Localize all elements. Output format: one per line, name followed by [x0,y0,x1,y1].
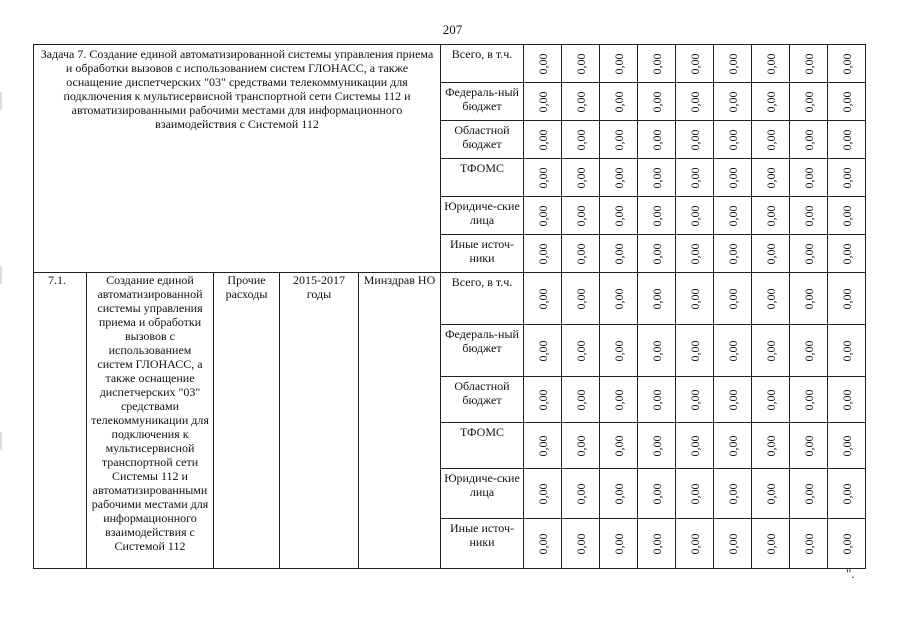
item-row [34,273,866,325]
value-cell [562,121,600,159]
value-text: 0,00 [839,533,854,554]
value-text: 0,00 [801,205,816,226]
value-text: 0,00 [763,91,778,112]
value-text: 0,00 [801,340,816,361]
value-cell [676,45,714,83]
task-title: Задача 7. Создание единой автоматизированной системы управления приема и обработки вызовов с использованием систем ГЛОНАСС, а также оснащение диспетчерских "03" средствами телекоммуникации для подключения к мультисервисной транспортной сети Системы 112 и автоматизированными рабочими местами для информационного взаимодействия с Системой 112 [34,45,441,273]
value-text: 0,00 [611,389,626,410]
value-cell [790,83,828,121]
funding-source: Федераль-ный бюджет [441,325,524,377]
value-text: 0,00 [535,91,550,112]
funding-source: Иные источ-ники [441,235,524,273]
value-cell [562,469,600,519]
value-cell [828,235,866,273]
value-text: 0,00 [611,340,626,361]
value-cell [752,197,790,235]
value-cell [600,197,638,235]
value-cell [828,45,866,83]
value-text: 0,00 [725,533,740,554]
value-text: 0,00 [725,483,740,504]
value-cell [714,197,752,235]
funding-source: Областной бюджет [441,121,524,159]
value-cell [562,273,600,325]
value-cell [638,469,676,519]
value-cell [752,45,790,83]
value-cell [524,45,562,83]
value-cell [638,377,676,423]
value-cell [600,273,638,325]
value-text: 0,00 [535,167,550,188]
value-cell [638,235,676,273]
value-cell [714,469,752,519]
value-text: 0,00 [649,243,664,264]
value-text: 0,00 [801,483,816,504]
value-cell [600,159,638,197]
value-cell [600,121,638,159]
value-cell [752,325,790,377]
value-text: 0,00 [573,129,588,150]
funding-source: Федераль-ный бюджет [441,83,524,121]
value-text: 0,00 [649,288,664,309]
value-text: 0,00 [649,129,664,150]
value-text: 0,00 [725,91,740,112]
value-text: 0,00 [687,435,702,456]
value-text: 0,00 [687,53,702,74]
value-text: 0,00 [573,533,588,554]
value-text: 0,00 [725,288,740,309]
value-text: 0,00 [687,205,702,226]
value-text: 0,00 [687,533,702,554]
value-text: 0,00 [535,483,550,504]
value-cell [676,159,714,197]
value-text: 0,00 [763,340,778,361]
value-cell [638,519,676,569]
value-text: 0,00 [573,288,588,309]
value-cell [600,377,638,423]
value-cell [714,159,752,197]
value-text: 0,00 [839,129,854,150]
value-text: 0,00 [535,288,550,309]
value-cell [600,83,638,121]
value-text: 0,00 [687,243,702,264]
value-text: 0,00 [801,91,816,112]
value-cell [638,423,676,469]
value-text: 0,00 [649,91,664,112]
value-text: 0,00 [839,389,854,410]
value-cell [638,197,676,235]
value-cell [828,197,866,235]
value-text: 0,00 [649,533,664,554]
value-text: 0,00 [839,340,854,361]
value-cell [638,83,676,121]
value-cell [752,469,790,519]
value-cell [828,325,866,377]
value-text: 0,00 [611,205,626,226]
value-text: 0,00 [725,243,740,264]
value-text: 0,00 [687,288,702,309]
value-cell [638,159,676,197]
value-text: 0,00 [801,389,816,410]
value-text: 0,00 [801,243,816,264]
value-text: 0,00 [725,389,740,410]
value-text: 0,00 [611,129,626,150]
value-cell [562,325,600,377]
value-cell [714,325,752,377]
scan-mark [0,432,2,450]
value-text: 0,00 [649,389,664,410]
value-cell [562,45,600,83]
value-text: 0,00 [687,129,702,150]
value-cell [676,377,714,423]
value-text: 0,00 [725,53,740,74]
value-text: 0,00 [573,389,588,410]
period: 2015-2017 годы [280,273,359,569]
funding-source: Иные источ-ники [441,519,524,569]
value-cell [752,159,790,197]
value-cell [676,519,714,569]
value-cell [828,377,866,423]
value-text: 0,00 [839,288,854,309]
value-cell [714,45,752,83]
value-cell [828,423,866,469]
value-cell [524,197,562,235]
value-cell [524,377,562,423]
value-text: 0,00 [687,483,702,504]
funding-source: Областной бюджет [441,377,524,423]
value-cell [600,325,638,377]
value-cell [790,377,828,423]
value-text: 0,00 [763,167,778,188]
value-cell [524,121,562,159]
value-text: 0,00 [763,243,778,264]
value-text: 0,00 [535,435,550,456]
value-text: 0,00 [611,91,626,112]
value-text: 0,00 [839,205,854,226]
value-cell [752,519,790,569]
value-text: 0,00 [839,91,854,112]
value-text: 0,00 [725,340,740,361]
value-text: 0,00 [839,435,854,456]
value-cell [676,235,714,273]
scan-mark [0,266,2,284]
value-text: 0,00 [573,53,588,74]
value-text: 0,00 [535,129,550,150]
value-cell [600,519,638,569]
value-cell [828,159,866,197]
value-text: 0,00 [725,435,740,456]
value-cell [600,235,638,273]
value-text: 0,00 [839,167,854,188]
value-text: 0,00 [763,483,778,504]
funding-source: Всего, в т.ч. [441,273,524,325]
value-cell [524,273,562,325]
value-text: 0,00 [801,167,816,188]
task-row [34,45,866,83]
value-text: 0,00 [611,53,626,74]
value-cell [790,121,828,159]
value-text: 0,00 [725,205,740,226]
value-cell [752,377,790,423]
funding-source: Юридиче-ские лица [441,197,524,235]
value-cell [562,197,600,235]
value-cell [524,423,562,469]
value-text: 0,00 [801,53,816,74]
value-cell [562,519,600,569]
value-text: 0,00 [763,389,778,410]
value-cell [828,83,866,121]
value-text: 0,00 [763,533,778,554]
value-cell [638,121,676,159]
value-cell [790,45,828,83]
funding-source: ТФОМС [441,423,524,469]
value-text: 0,00 [763,53,778,74]
value-cell [714,121,752,159]
value-text: 0,00 [649,205,664,226]
value-text: 0,00 [839,53,854,74]
value-text: 0,00 [801,288,816,309]
value-text: 0,00 [649,53,664,74]
value-text: 0,00 [725,167,740,188]
value-text: 0,00 [611,533,626,554]
value-cell [562,423,600,469]
value-cell [524,159,562,197]
value-text: 0,00 [687,340,702,361]
value-text: 0,00 [573,435,588,456]
value-cell [562,377,600,423]
value-text: 0,00 [573,483,588,504]
value-text: 0,00 [573,340,588,361]
value-text: 0,00 [763,129,778,150]
value-cell [790,197,828,235]
value-cell [828,273,866,325]
value-text: 0,00 [535,53,550,74]
value-text: 0,00 [573,91,588,112]
value-cell [676,197,714,235]
page-number: 207 [442,22,463,37]
value-cell [676,423,714,469]
value-text: 0,00 [839,483,854,504]
value-cell [638,273,676,325]
value-cell [790,469,828,519]
value-text: 0,00 [535,533,550,554]
value-cell [562,235,600,273]
value-cell [714,377,752,423]
value-text: 0,00 [611,288,626,309]
value-cell [828,519,866,569]
value-text: 0,00 [573,167,588,188]
value-text: 0,00 [649,167,664,188]
value-cell [714,83,752,121]
value-cell [524,519,562,569]
value-cell [828,121,866,159]
value-cell [790,273,828,325]
value-cell [752,121,790,159]
value-cell [524,235,562,273]
value-cell [638,45,676,83]
value-text: 0,00 [611,167,626,188]
value-cell [676,325,714,377]
value-text: 0,00 [535,340,550,361]
item-number: 7.1. [34,273,87,569]
value-cell [600,45,638,83]
value-text: 0,00 [611,243,626,264]
value-cell [676,121,714,159]
budget-table [33,44,866,569]
value-cell [752,83,790,121]
scan-mark [0,92,2,110]
value-text: 0,00 [801,435,816,456]
value-cell [752,235,790,273]
value-text: 0,00 [801,533,816,554]
value-cell [714,519,752,569]
funding-source: Юридиче-ские лица [441,469,524,519]
value-cell [752,423,790,469]
value-cell [562,159,600,197]
value-text: 0,00 [839,243,854,264]
value-text: 0,00 [611,483,626,504]
funding-source: ТФОМС [441,159,524,197]
value-cell [600,469,638,519]
value-text: 0,00 [535,389,550,410]
value-text: 0,00 [573,243,588,264]
value-cell [790,159,828,197]
value-cell [562,83,600,121]
value-text: 0,00 [725,129,740,150]
value-text: 0,00 [649,435,664,456]
value-cell [524,325,562,377]
value-cell [752,273,790,325]
item-name: Создание единой автоматизированной системы управления приема и обработки вызовов с использованием систем ГЛОНАСС, а также оснащение диспетчерских "03" средствами телекоммуникации для подключения к мультисервисной транспортной сети Системы 112 и автоматизированными рабочими местами для информационного взаимодействия с Системой 112 [87,273,214,569]
value-cell [676,83,714,121]
value-text: 0,00 [763,435,778,456]
value-cell [600,423,638,469]
value-cell [524,83,562,121]
value-cell [790,423,828,469]
value-cell [714,423,752,469]
value-cell [638,325,676,377]
value-cell [714,273,752,325]
value-cell [828,469,866,519]
executor: Минздрав НО [359,273,441,569]
closing-quote-mark: ". [846,566,855,581]
value-text: 0,00 [611,435,626,456]
value-text: 0,00 [763,288,778,309]
value-text: 0,00 [535,243,550,264]
value-text: 0,00 [535,205,550,226]
value-cell [524,469,562,519]
value-text: 0,00 [687,389,702,410]
value-cell [790,519,828,569]
value-text: 0,00 [801,129,816,150]
funding-source: Всего, в т.ч. [441,45,524,83]
expense-type: Прочие расходы [214,273,280,569]
value-text: 0,00 [687,91,702,112]
value-cell [676,273,714,325]
value-text: 0,00 [763,205,778,226]
value-text: 0,00 [687,167,702,188]
value-cell [790,325,828,377]
value-cell [790,235,828,273]
value-text: 0,00 [573,205,588,226]
value-text: 0,00 [649,340,664,361]
value-cell [676,469,714,519]
value-cell [714,235,752,273]
value-text: 0,00 [649,483,664,504]
